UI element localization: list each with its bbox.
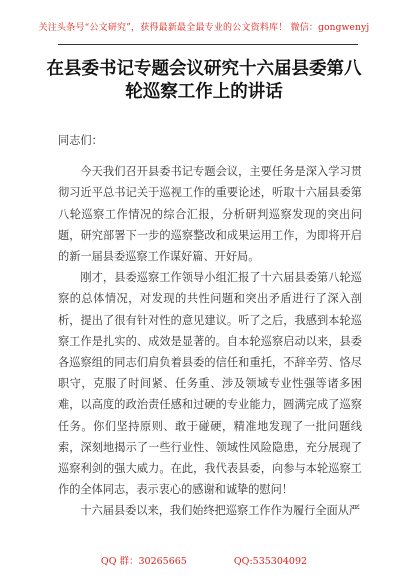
paragraph-3: 十六届县委以来，我们始终把巡察工作作为履行全面从严 — [80, 504, 361, 518]
paragraph-2: 刚才，县委巡察工作领导小组汇报了十六届县委第八轮巡察的总体情况，对发现的共性问题和突出矛盾进行了深入剖析，提出了很有针对性的意见建议。听了之后，我感到本轮巡察工作是扎实的、成效是显著的。自本轮巡察启动以来，县委各巡察组的同志们肩负着县委的信任和重托，不辞辛劳、恪尽职守，克服了时间紧、任务重、涉及领域专业性强等诸多困难，以高度的政治责任感和过硬的专业能力，圆满完成了巡察任务。你们坚持原则、敢于碰硬，精准地发现了一批问题线索，深刻地揭示了一些行业性、领域性风险隐患，充分展现了巡察利剑的强大威力。在此，我代表县委，向参与本轮巡察工作的全体同志，表示衷心的感谢和诚挚的慰问！ — [58, 271, 362, 497]
title-line-2: 轮巡察工作上的讲话 — [125, 82, 283, 102]
document-title — [40, 58, 368, 104]
footer-qq-group: QQ 群：30265665 — [100, 556, 187, 567]
header-divider — [58, 44, 358, 45]
title-line-1: 在县委书记专题会议研究十六届县委第八 — [46, 59, 362, 79]
salutation: 同志们： — [58, 134, 103, 147]
page-header-note: 关注头条号“公文研究”，获得最新最全最专业的公文资料库！ 微信：gongwenyj — [38, 23, 370, 33]
document-body — [58, 130, 362, 522]
page-footer — [0, 553, 408, 567]
paragraph-1: 今天我们召开县委书记专题会议，主要任务是深入学习贯彻习近平总书记关于巡视工作的重要论述，听取十六届县委第八轮巡察工作情况的综合汇报，分析研判巡察发现的突出问题，研究部署下一步的巡察整改和成果运用工作，为即将开启的新一届县委巡察工作谋好篇、开好局。 — [58, 165, 362, 264]
footer-qq: QQ:535304092 — [233, 556, 308, 567]
